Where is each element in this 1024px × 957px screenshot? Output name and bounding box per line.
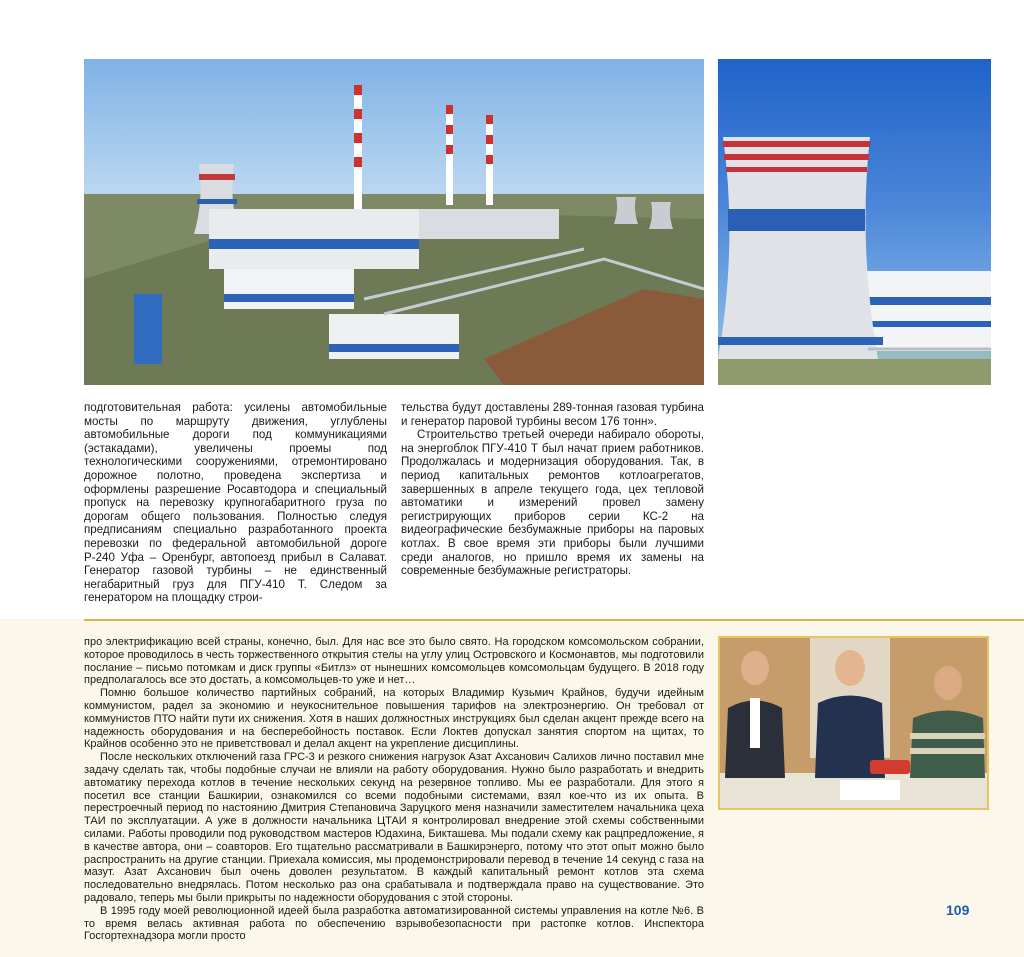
cooling-tower-photo	[718, 59, 991, 385]
article-column-right	[401, 401, 704, 578]
section-divider	[84, 619, 1024, 621]
article-paragraph: тельства будут доставлены 289-тонная газовая турбина и генератор паровой турбины весом 176 тонн».	[401, 401, 704, 428]
power-plant-photo	[84, 59, 704, 385]
memoir-paragraph: После нескольких отключений газа ГРС-3 и резкого снижения нагрузок Азат Ахсанович Салихов лично поставил мне задачу сделать так, чтобы подобные случаи не влияли на работу оборудования. Нужно было разработать и внедрить автоматику перехода котлов в течение нескольких секунд на резервное топливо. Мы ее разработали. Для этого я посетил все станции Башкирии, ознакомился со всеми подобными системами, взял кое-что из их опыта. В перестроечный период по настоянию Дмитрия Степановича Заруцкого меня назначили заместителем начальника цеха ТАИ по эксплуатации. А уже в должности начальника ЦТАИ я контролировал внедрение этой схемы собственными силами. Работы проводили под руководством мастеров Юдахина, Бикташева. Мы подали схему как рацпредложение, я в качестве автора, они – соавторов. Его тщательно рассматривали в Башкирэнерго, потому что этот опыт можно было распространить на другие станции. Приехала комиссия, мы продемонстрировали перевод в течение 14 секунд с газа на мазут. Азат Ахсанович был очень доволен результатом. В каждый капитальный ремонт котлов эта схема последовательно внедрялась. Потом несколько раз она срабатывала и подтверждала право на существование. Это радовало, теперь мы были прикрыты по надежности оборудования с этой стороны.	[84, 751, 704, 904]
memoir-paragraph: Помню большое количество партийных собраний, на которых Владимир Кузьмич Крайнов, будучи идейным коммунистом, радел за экономию и неукоснительное повышения тарифов на электроэнергию. Он требовал от коммунистов ПТО найти пути их снижения. Хотя в наших должностных инструкциях был сделан акцент прежде всего на надежность оборудования и на бесперебойность поставок. Если Локтев допускал занятия спортом на щитах, то Крайнов особенно это не приветствовал и делал акцент на укрепление дисциплины.	[84, 687, 704, 751]
memoir-paragraph: про электрификацию всей страны, конечно, был. Для нас все это было свято. На городском комсомольском собрании, которое проводилось в честь торжественного открытия стелы на углу улиц Островского и Космонавтов, мы подготовили послание – письмо потомкам и диск группы «Битлз» от нынешних комсомольцев комсомольцам будущего. В 2018 году предполагалось все это достать, а комсомольцев-то уже и нет…	[84, 636, 704, 687]
memoir-paragraph: В 1995 году моей революционной идеей была разработка автоматизированной системы управления на котле №6. В то время велась активная работа по обеспечению взрывобезопасности при растопке котлов. Инспектора Госгортехнадзора могли просто	[84, 904, 704, 943]
article-paragraph: Строительство третьей очереди набирало обороты, на энергоблок ПГУ-410 Т был начат прием работников. Продолжалась и модернизация оборудования. Так, в период капитальных ремонтов котлоагрегатов, завершенных в апреле текущего года, цех тепловой автоматики и измерений провел замену регистрирующих приборов серии КС-2 на видеографические безбумажные приборы на паровых котлах. В свое время эти приборы были лучшими среди аналогов, но пришло время их замены на современные безбумажные регистраторы.	[401, 428, 704, 578]
memoir-text	[84, 636, 704, 943]
article-paragraph: подготовительная работа: усилены автомобильные мосты по маршруту движения, углублены автомобильные дороги под коммуникациями (эстакадами), увеличены проемы под технологическими сооружениями, отремонтировано дорожное полотно, проведена экспертиза и оформлены разрешение Росавтодора и специальный пропуск на перевозку крупногабаритного груза по дорогам общего пользования. Полностью следуя предписаниям специально разработанного проекта перевозки по федеральной автомобильной дороге Р-240 Уфа – Оренбург, автопоезд прибыл в Салават. Генератор газовой турбины – не единственный негабаритный груз для ПГУ-410 Т. Следом за генератором на площадку строи-	[84, 401, 387, 605]
colleagues-illustration	[720, 638, 987, 808]
colleagues-photo	[718, 636, 989, 810]
power-plant-illustration	[84, 59, 704, 385]
page-number: 109	[946, 902, 970, 918]
cooling-tower-illustration	[718, 59, 991, 385]
article-column-left	[84, 401, 387, 605]
